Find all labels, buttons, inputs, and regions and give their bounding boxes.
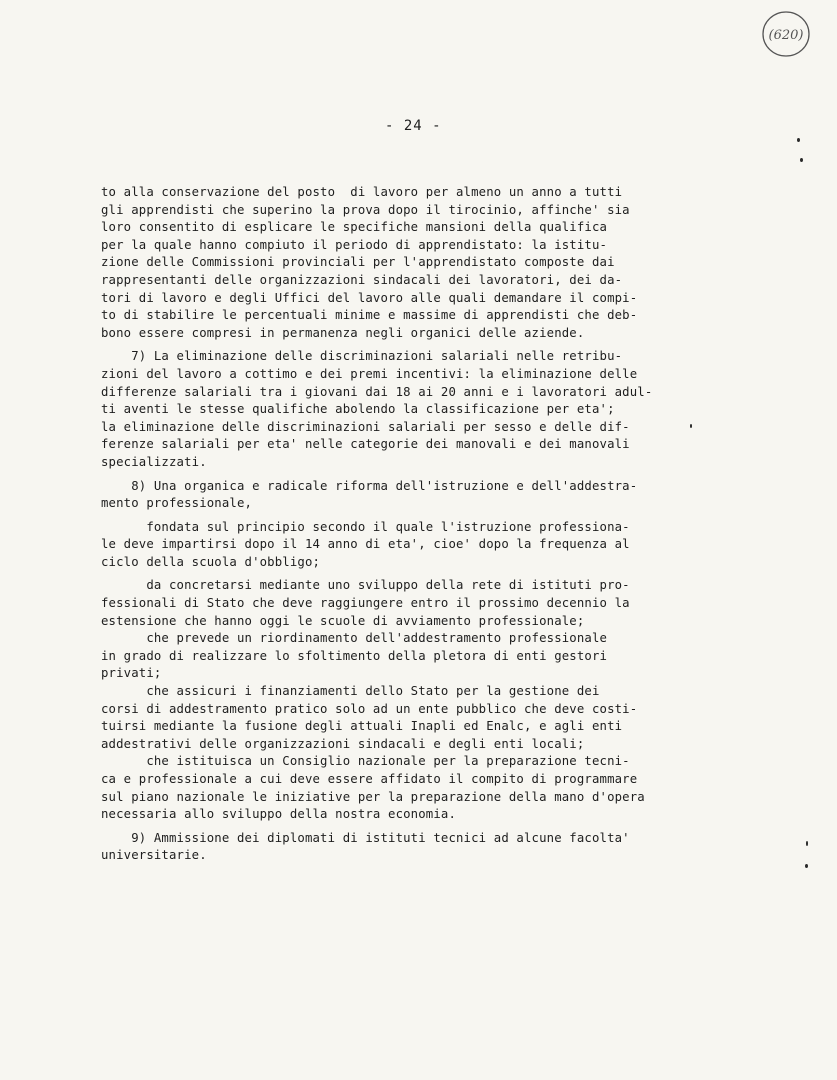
text-line: che assicuri i finanziamenti dello Stato per la gestione dei [101, 684, 600, 699]
text-line: corsi di addestramento pratico solo ad un ente pubblico che deve costi- [101, 701, 638, 716]
text-line: ciclo della scuola d'obbligo; [101, 554, 321, 569]
text-line: per la quale hanno compiuto il periodo di apprendistato: la istitu- [101, 237, 608, 252]
margin-speck [690, 424, 692, 428]
text-line: 9) Ammissione dei diplomati di istituti tecnici ad alcune facolta' [101, 830, 630, 845]
margin-speck [805, 864, 808, 868]
text-line: le deve impartirsi dopo il 14 anno di eta', cioe' dopo la frequenza al [101, 537, 630, 552]
text-line: zioni del lavoro a cottimo e dei premi incentivi: la eliminazione delle [101, 366, 638, 381]
text-line: loro consentito di esplicare le specifiche mansioni della qualifica [101, 220, 608, 235]
text-line: differenze salariali tra i giovani dai 18 ai 20 anni e i lavoratori adul- [101, 384, 653, 399]
text-line: che prevede un riordinamento dell'addestramento professionale [101, 631, 608, 646]
text-line: da concretarsi mediante uno sviluppo della rete di istituti pro- [101, 578, 630, 593]
text-line: ferenze salariali per eta' nelle categorie dei manovali e dei manovali [101, 437, 630, 452]
text-line: addestrativi delle organizzazioni sindacali e degli enti locali; [101, 736, 585, 751]
text-line: zione delle Commissioni provinciali per l'apprendistato composte dai [101, 255, 615, 270]
text-line: bono essere compresi in permanenza negli organici delle aziende. [101, 325, 585, 340]
text-line: che istituisca un Consiglio nazionale per la preparazione tecni- [101, 754, 630, 769]
text-line: in grado di realizzare lo sfoltimento della pletora di enti gestori [101, 648, 608, 663]
text-line: to alla conservazione del posto di lavoro per almeno un anno a tutti [101, 185, 623, 199]
document-body [101, 184, 721, 865]
text-line: ti aventi le stesse qualifiche abolendo la classificazione per eta'; [101, 402, 615, 417]
text-line: estensione che hanno oggi le scuole di avviamento professionale; [101, 613, 585, 628]
text-line: ca e professionale a cui deve essere affidato il compito di programmare [101, 772, 638, 786]
margin-speck [797, 138, 800, 142]
text-line: tuirsi mediante la fusione degli attuali Inapli ed Enalc, e agli enti [101, 719, 623, 734]
text-line: tori di lavoro e degli Uffici del lavoro alle quali demandare il compi- [101, 290, 638, 305]
text-line: gli apprendisti che superino la prova dopo il tirocinio, affinche' sia [101, 202, 630, 217]
text-line: specializzati. [101, 454, 207, 469]
text-line: 8) Una organica e radicale riforma dell'istruzione e dell'addestra- [101, 478, 638, 493]
text-line: sul piano nazionale le iniziative per la preparazione della mano d'opera [101, 789, 645, 804]
text-line: fondata sul principio secondo il quale l'istruzione professiona- [101, 519, 630, 534]
text-line: la eliminazione delle discriminazioni salariali per sesso e delle dif- [101, 419, 630, 434]
page-number: - 24 - [385, 118, 442, 134]
text-line: fessionali di Stato che deve raggiungere entro il prossimo decennio la [101, 596, 630, 611]
text-line: mento professionale, [101, 496, 253, 511]
text-line: rappresentanti delle organizzazioni sindacali dei lavoratori, dei da- [101, 272, 623, 287]
text-line: privati; [101, 666, 162, 681]
archive-stamp [760, 8, 812, 60]
text-line: to di stabilire le percentuali minime e massime di apprendisti che deb- [101, 308, 638, 323]
archive-stamp-text: (620) [768, 28, 804, 43]
margin-speck [800, 158, 803, 162]
text-line: necessaria allo sviluppo della nostra economia. [101, 807, 457, 822]
margin-speck [806, 841, 808, 846]
text-line: universitarie. [101, 848, 207, 863]
text-line: 7) La eliminazione delle discriminazioni salariali nelle retribu- [101, 349, 623, 364]
